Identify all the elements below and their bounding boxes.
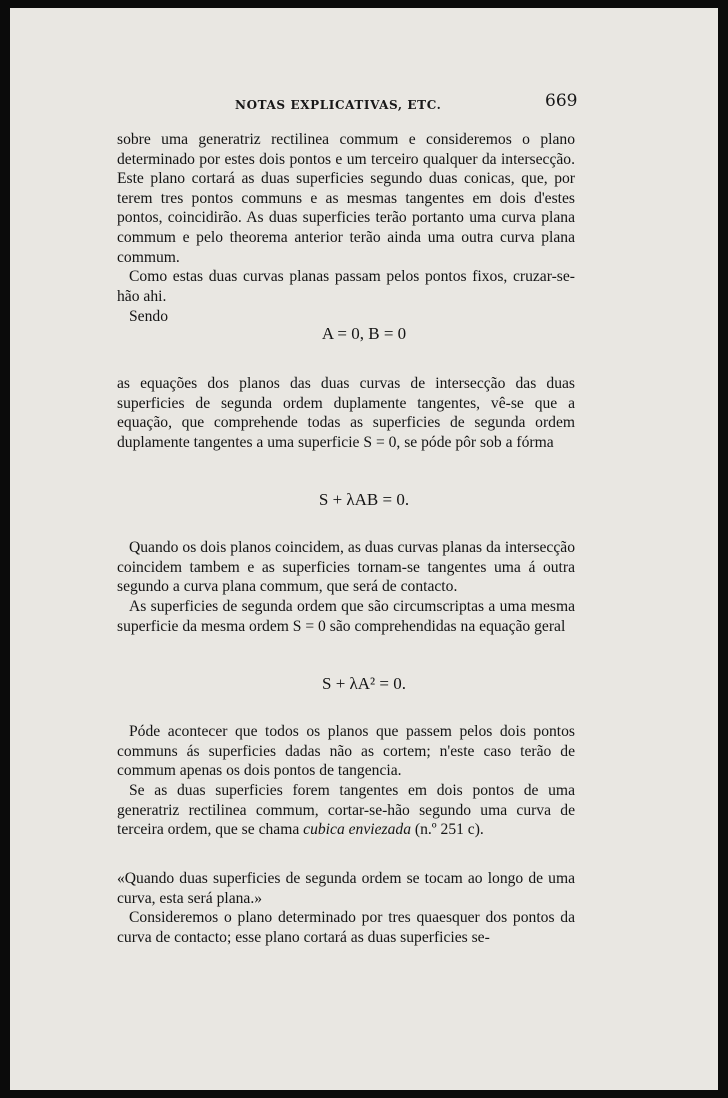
paragraph: As superficies de segunda ordem que são circumscriptas a uma mesma superficie da mesma ordem S = 0 são comprehendidas na equação geral xyxy=(117,598,575,635)
paragraph: Quando os dois planos coincidem, as duas curvas planas da intersecção coincidem tambem e as superficies tornam-se tangentes uma á outra segundo a curva plana commum, que será de contacto. xyxy=(117,539,575,596)
book-page xyxy=(10,8,718,1090)
paragraph-text: (n.º 251 c). xyxy=(411,821,484,839)
equation: S + λAB = 0. xyxy=(318,490,410,509)
paragraph: Consideremos o plano determinado por tres quaesquer dos pontos da curva de contacto; esse plano cortará as duas superficies se- xyxy=(117,909,575,946)
paragraph: Como estas duas curvas planas passam pelos pontos fixos, cruzar-se-hão ahi. xyxy=(117,268,575,305)
paragraph-text: Se as duas superficies forem tangentes em dois pontos de uma generatriz rectilinea commum, cortar-se-hão segundo uma curva de terceira ordem, que se chama xyxy=(117,782,575,839)
paragraph: «Quando duas superficies de segunda ordem se tocam ao longo de uma curva, esta será plana.» xyxy=(117,870,575,907)
running-head: NOTAS EXPLICATIVAS, ETC. xyxy=(235,98,442,112)
italic-term: cubica enviezada xyxy=(303,821,411,839)
paragraph: sobre uma generatriz rectilinea commum e consideremos o plano determinado por estes dois pontos e um terceiro qualquer da intersecção. Este plano cortará as duas superficies segundo duas conicas, que, por terem tres pontos communs e as mesmas tangentes em dois d'estes pontos, coincidirão. As duas superficies terão portanto uma curva plana commum e pelo theorema anterior terão ainda uma outra curva plana commum. xyxy=(117,131,575,266)
paragraph: Póde acontecer que todos os planos que passem pelos dois pontos communs ás superficies dadas não as cortem; n'este caso terão de commum apenas os dois pontos de tangencia. xyxy=(117,723,575,780)
page-number: 669 xyxy=(545,91,578,111)
paragraph: as equações dos planos das duas curvas de intersecção das duas superficies de segunda ordem duplamente tangentes, vê-se que a equação, que comprehende todas as superficies de segunda ordem duplamente tangentes a uma superficie S = 0, se póde pôr sob a fórma xyxy=(117,375,575,451)
page-header xyxy=(10,90,718,120)
equation: A = 0, B = 0 xyxy=(321,324,407,343)
paragraph xyxy=(117,781,575,840)
equation: S + λA² = 0. xyxy=(322,674,406,693)
paragraph: Sendo xyxy=(129,308,168,325)
